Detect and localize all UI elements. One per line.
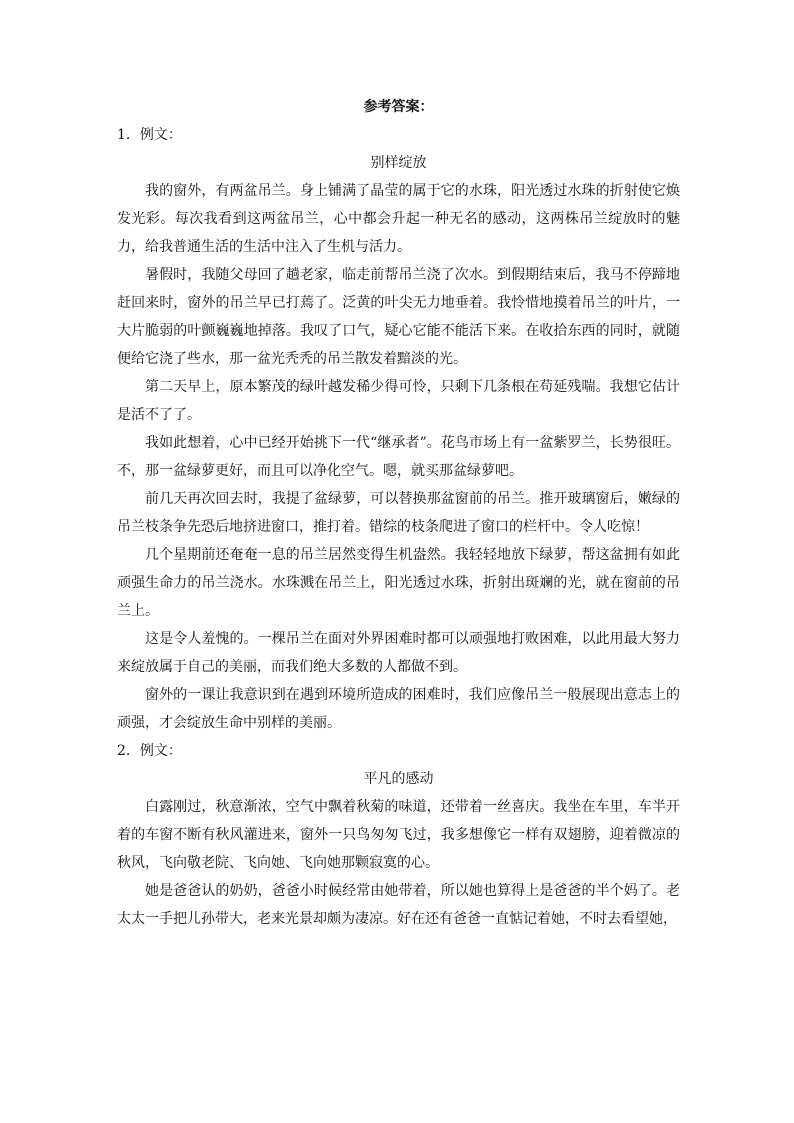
essay-1-paragraph: 我如此想着，心中已经开始挑下一代“继承者”。花鸟市场上有一盆紫罗兰，长势很旺。不，那一盆绿萝更好，而且可以净化空气。嗯，就买那盆绿萝吧。 bbox=[117, 435, 680, 479]
essay-1-paragraph: 暑假时，我随父母回了趟老家，临走前帮吊兰浇了次水。到假期结束后，我马不停蹄地赶回来时，窗外的吊兰早已打蔫了。泛黄的叶尖无力地垂着。我怜惜地摸着吊兰的叶片，一大片脆弱的叶颤巍巍地掉落。我叹了口气，疑心它能不能活下来。在收拾东西的同时，就随便给它浇了些水，那一盆光秃秃的吊兰散发着黯淡的光。 bbox=[117, 267, 680, 367]
answer-1-number: 1．例文： bbox=[117, 127, 182, 143]
answer-2-number: 2．例文： bbox=[117, 743, 182, 759]
essay-1-paragraph: 前几天再次回去时，我提了盆绿萝，可以替换那盆窗前的吊兰。推开玻璃窗后，嫩绿的吊兰枝条争先恐后地挤进窗口，推打着。错综的枝条爬进了窗口的栏杆中。令人吃惊！ bbox=[117, 491, 680, 535]
essay-2-paragraph: 她是爸爸认的奶奶，爸爸小时候经常由她带着，所以她也算得上是爸爸的半个妈了。老太太一手把儿孙带大，老来光景却颇为凄凉。好在还有爸爸一直惦记着她，不时去看望她， bbox=[117, 883, 680, 927]
essay-1-paragraph: 这是令人羞愧的。一棵吊兰在面对外界困难时都可以顽强地打败困难，以此用最大努力来绽放属于自己的美丽，而我们绝大多数的人都做不到。 bbox=[117, 631, 680, 675]
essay-1-paragraph: 窗外的一课让我意识到在遇到环境所造成的困难时，我们应像吊兰一般展现出意志上的顽强，才会绽放生命中别样的美丽。 bbox=[117, 687, 680, 731]
answer-page bbox=[117, 93, 680, 933]
essay-2-title: 平凡的感动 bbox=[363, 771, 434, 787]
essay-1-paragraph: 第二天早上，原本繁茂的绿叶越发稀少得可怜，只剩下几条根在苟延残喘。我想它估计是活不了了。 bbox=[117, 379, 680, 423]
essay-1-paragraph: 我的窗外，有两盆吊兰。身上铺满了晶莹的属于它的水珠，阳光透过水珠的折射使它焕发光彩。每次我看到这两盆吊兰，心中都会升起一种无名的感动，这两株吊兰绽放时的魅力，给我普通生活的生活中注入了生机与活力。 bbox=[117, 183, 680, 255]
essay-2-paragraph: 白露刚过，秋意渐浓，空气中飘着秋菊的味道，还带着一丝喜庆。我坐在车里，车半开着的车窗不断有秋风灌进来，窗外一只鸟匆匆飞过，我多想像它一样有双翅膀，迎着微凉的秋风，飞向敬老院、飞向她、飞向她那颗寂寞的心。 bbox=[117, 799, 680, 871]
essay-1-paragraph: 几个星期前还奄奄一息的吊兰居然变得生机盎然。我轻轻地放下绿萝，帮这盆拥有如此顽强生命力的吊兰浇水。水珠溅在吊兰上，阳光透过水珠，折射出斑斓的光，就在窗前的吊兰上。 bbox=[117, 547, 680, 619]
page-heading: 参考答案： bbox=[363, 99, 434, 115]
essay-1-title: 别样绽放 bbox=[370, 155, 427, 171]
